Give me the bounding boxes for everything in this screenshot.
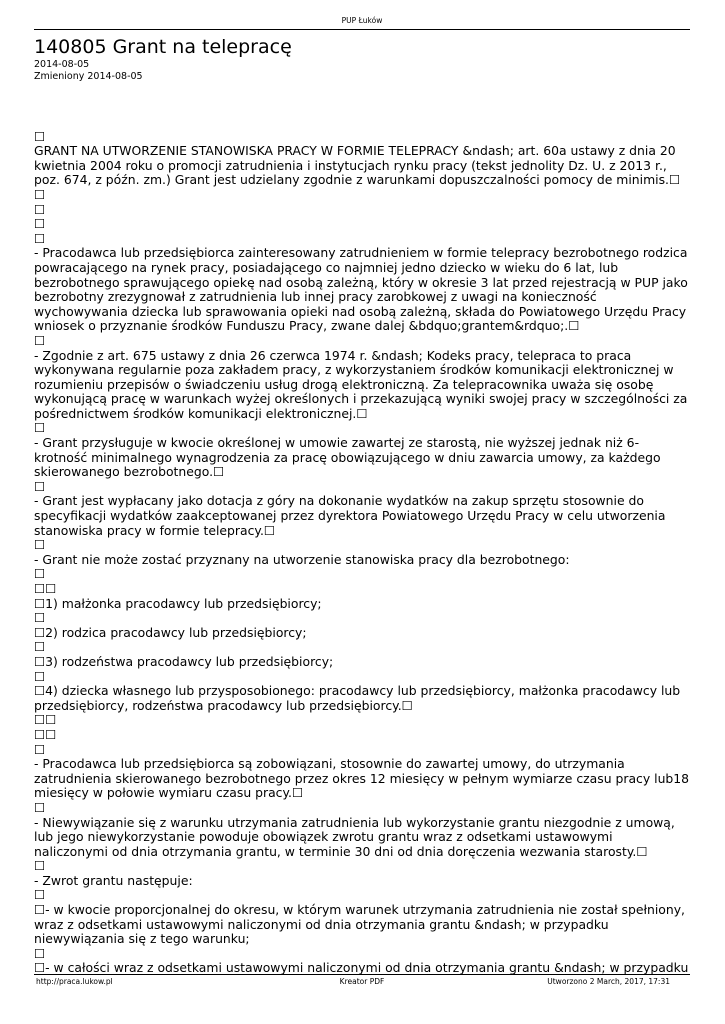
- body-paragraph: GRANT NA UTWORZENIE STANOWISKA PRACY W FORMIE TELEPRACY &ndash; art. 60a ustawy z dnia 20 kwietnia 2004 roku o promocji zatrudnienia i instytucjach rynku pracy (tekst jednolity Dz. U. z 2013 r., poz. 674, z późn. zm.) Grant jest udzielany zgodnie z warunkami dopuszczalności pomocy de minimis.☐: [34, 143, 681, 188]
- body-paragraph: ☐: [34, 128, 46, 144]
- body-paragraph: ☐: [34, 537, 46, 553]
- document-body: [34, 115, 690, 976]
- body-paragraph: ☐: [34, 610, 46, 626]
- document-title: 140805 Grant na telepracę: [34, 36, 292, 58]
- header-site-name: PUP Łuków: [341, 16, 383, 25]
- body-paragraph: ☐1) małżonka pracodawcy lub przedsiębiorcy;: [34, 595, 322, 611]
- body-paragraph: ☐: [34, 639, 46, 655]
- body-paragraph: ☐2) rodzica pracodawcy lub przedsiębiorcy;: [34, 624, 307, 640]
- document-date: 2014-08-05: [34, 59, 90, 70]
- document-header: [34, 36, 690, 82]
- body-paragraph: ☐☐: [34, 712, 57, 728]
- body-paragraph: ☐: [34, 945, 46, 961]
- body-paragraph: ☐- w całości wraz z odsetkami ustawowymi naliczonymi od dnia otrzymania grantu &ndash; w przypadku: [34, 960, 689, 976]
- body-paragraph: ☐: [34, 230, 46, 246]
- body-paragraph: ☐4) dziecka własnego lub przysposobionego: pracodawcy lub przedsiębiorcy, małżonka pracodawcy lub przedsiębiorcy, rodzeństwa pracodawcy lub przedsiębiorcy.☐: [34, 683, 681, 713]
- body-paragraph: [34, 115, 690, 130]
- body-paragraph: ☐☐: [34, 581, 57, 596]
- page-footer: [34, 974, 690, 987]
- body-paragraph: - Grant jest wypłacany jako dotacja z góry na dokonanie wydatków na zakup sprzętu stosownie do specyfikacji wydatków zaakceptowanej przez dyrektora Powiatowego Urzędu Pracy w celu utworzenia stanowiska pracy w formie telepracy.☐: [34, 493, 666, 538]
- body-paragraph: ☐: [34, 566, 46, 582]
- body-paragraph: - Zgodnie z art. 675 ustawy z dnia 26 czerwca 1974 r. &ndash; Kodeks pracy, telepraca to praca wykonywana regularnie poza zakładem pracy, z wykorzystaniem środków komunikacji elektronicznej w rozumieniu przepisów o świadczeniu usług drogą elektroniczną. Za telepracownika uważa się osobę wykonującą pracę w warunkach wyżej określonych i przekazującą wyniki swojej pracy w szczególności za pośrednictwem środków komunikacji elektronicznej.☐: [34, 347, 688, 421]
- body-paragraph: ☐☐: [34, 726, 57, 742]
- footer-generator: Kreator PDF: [339, 977, 385, 986]
- body-paragraph: ☐: [34, 216, 46, 232]
- footer-created: Utworzono 2 March, 2017, 17:31: [547, 977, 670, 986]
- body-paragraph: - Niewywiązanie się z warunku utrzymania zatrudnienia lub wykorzystanie grantu niezgodnie z umową, lub jego niewykorzystanie powoduje obowiązek zwrotu grantu wraz z odsetkami ustawowymi naliczonymi od dnia otrzymania grantu, w terminie 30 dni od dnia doręczenia wezwania starosty.☐: [34, 814, 675, 859]
- body-paragraph: ☐- w kwocie proporcjonalnej do okresu, w którym warunek utrzymania zatrudnienia nie został spełniony, wraz z odsetkami ustawowymi naliczonymi od dnia otrzymania grantu &ndash; w przypadku niewywiązania się z tego warunku;: [34, 902, 685, 947]
- body-paragraph: - Pracodawca lub przedsiębiorca są zobowiązani, stosownie do zawartej umowy, do utrzymania zatrudnienia skierowanego bezrobotnego przez okres 12 miesięcy w pełnym wymiarze czasu pracy lub18 miesięcy w połowie wymiaru czasu pracy.☐: [34, 756, 690, 801]
- body-paragraph: ☐: [34, 858, 46, 874]
- footer-url[interactable]: http://praca.lukow.pl: [36, 977, 113, 986]
- body-paragraph: ☐: [34, 887, 46, 903]
- body-paragraph: ☐: [34, 420, 46, 436]
- body-paragraph: - Grant nie może zostać przyznany na utworzenie stanowiska pracy dla bezrobotnego:: [34, 551, 570, 567]
- document-modified: Zmieniony 2014-08-05: [34, 70, 143, 82]
- body-paragraph: ☐: [34, 186, 46, 202]
- body-paragraph: ☐: [34, 668, 46, 684]
- body-paragraph: ☐: [34, 799, 46, 815]
- body-paragraph: ☐: [34, 741, 46, 757]
- body-paragraph: - Grant przysługuje w kwocie określonej w umowie zawartej ze starostą, nie wyższej jednak niż 6-krotność minimalnego wynagrodzenia za pracę obowiązującego w dniu zawarcia umowy, za każdego skierowanego bezrobotnego.☐: [34, 435, 661, 480]
- body-paragraph: ☐: [34, 332, 46, 348]
- body-paragraph: - Pracodawca lub przedsiębiorca zainteresowany zatrudnieniem w formie telepracy bezrobotnego rodzica powracającego na rynek pracy, posiadającego co najmniej jedno dziecko w wieku do 6 lat, lub bezrobotnego sprawującego opiekę nad osobą zależną, który w okresie 3 lat przed rejestracją w PUP jako bezrobotny zrezygnował z zatrudnienia lub innej pracy zarobkowej z uwagi na konieczność wychowywania dziecka lub sprawowania opieki nad osobą zależną, składa do Powiatowego Urzędu Pracy wniosek o przyznanie środków Funduszu Pracy, zwane dalej &bdquo;grantem&rdquo;.☐: [34, 245, 688, 334]
- body-paragraph: - Zwrot grantu następuje:: [34, 872, 193, 888]
- body-paragraph: ☐3) rodzeństwa pracodawcy lub przedsiębiorcy;: [34, 653, 334, 669]
- body-paragraph: ☐: [34, 201, 46, 217]
- body-paragraph: ☐: [34, 478, 46, 494]
- page-header: [34, 15, 690, 30]
